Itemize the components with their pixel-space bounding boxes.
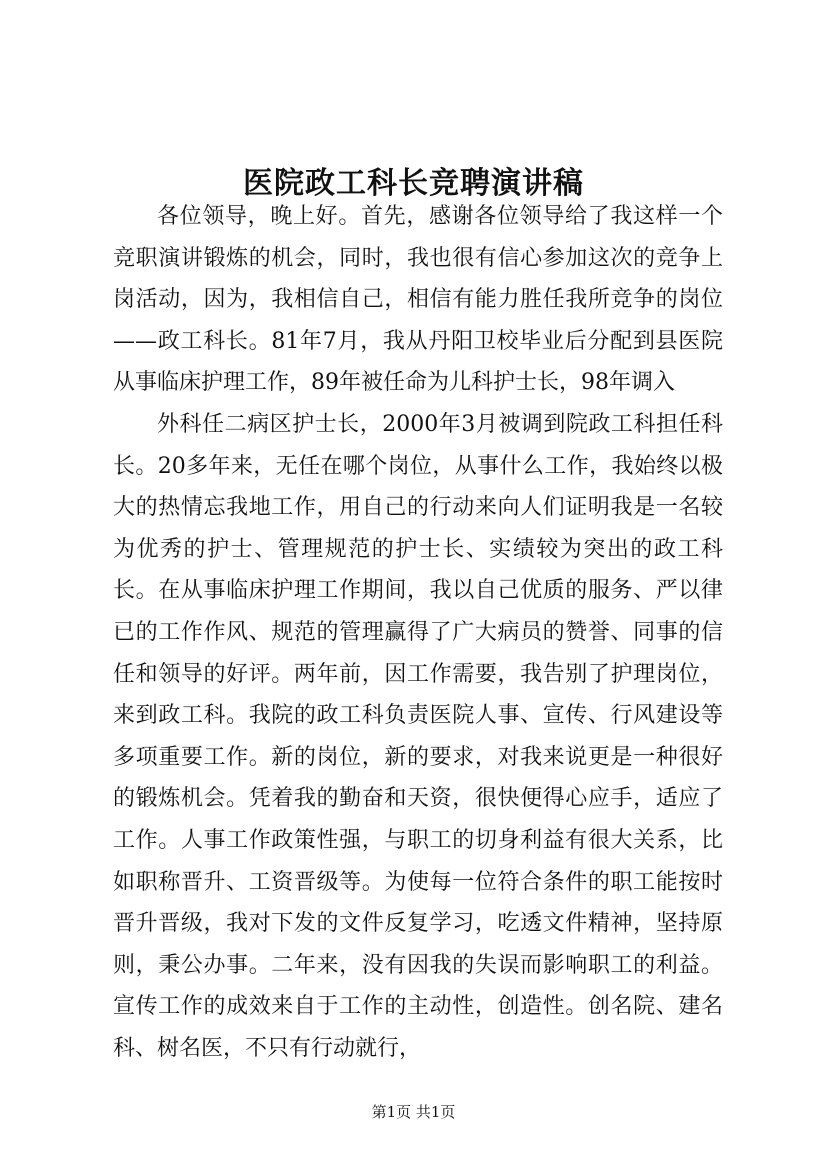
paragraph: 各位领导，晚上好。首先，感谢各位领导给了我这样一个竞职演讲锻炼的机会，同时，我也很有信心参加这次的竞争上岗活动，因为，我相信自己，相信有能力胜任我所竞争的岗位——政工科长。81年7月，我从丹阳卫校毕业后分配到县医院从事临床护理工作，89年被任命为儿科护士长，98年调入 <box>113 204 723 396</box>
paragraph: 外科任二病区护士长，2000年3月被调到院政工科担任科长。20多年来，无任在哪个岗位，从事什么工作，我始终以极大的热情忘我地工作，用自己的行动来向人们证明我是一名较为优秀的护士、管理规范的护士长、实绩较为突出的政工科长。在从事临床护理工作期间，我以自己优质的服务、严以律已的工作作风、规范的管理赢得了广大病员的赞誉、同事的信任和领导的好评。两年前，因工作需要，我告别了护理岗位，来到政工科。我院的政工科负责医院人事、宣传、行风建设等多项重要工作。新的岗位，新的要求，对我来说更是一种很好的锻炼机会。凭着我的勤奋和天资，很快便得心应手，适应了工作。人事工作政策性强，与职工的切身利益有很大关系，比如职称晋升、工资晋级等。为使每一位符合条件的职工能按时晋升晋级，我对下发的文件反复学习，吃透文件精神，坚持原则，秉公办事。二年来，没有因我的失误而影响职工的利益。宣传工作的成效来自于工作的主动性，创造性。创名院、建名科、树名医，不只有行动就行， <box>113 411 723 1061</box>
page-footer: 第1页 共1页 <box>371 1103 456 1121</box>
document-body <box>113 196 723 1069</box>
document-title: 医院政工科长竞聘演讲稿 <box>243 166 584 202</box>
